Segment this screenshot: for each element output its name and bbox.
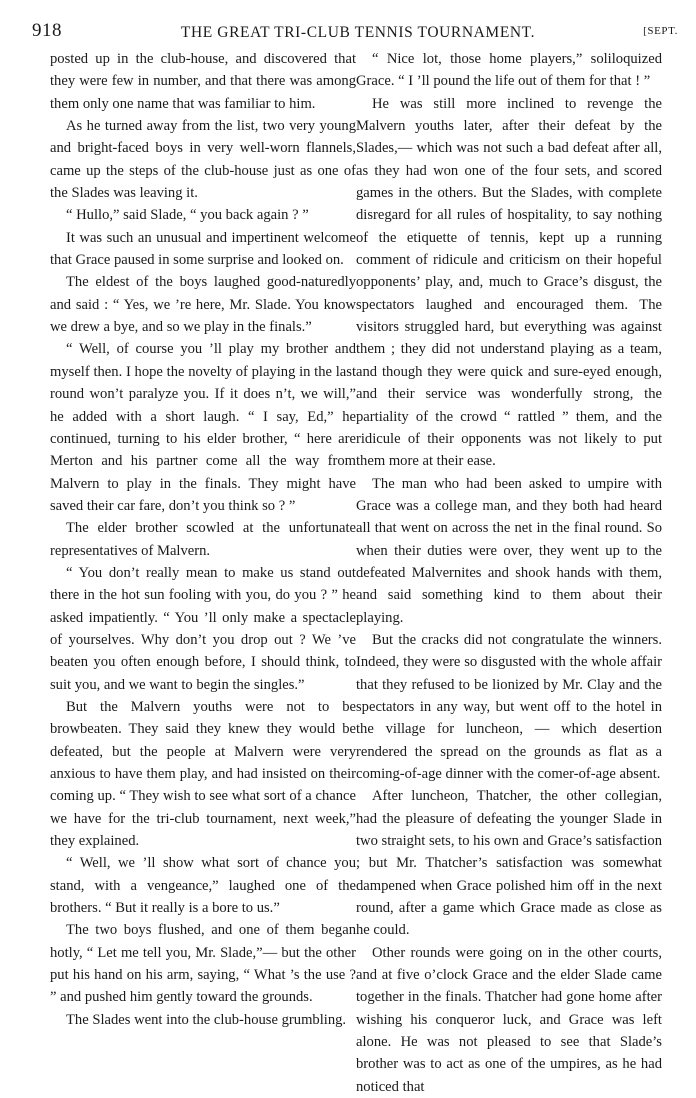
paragraph: “ Well, we ’ll show what sort of chance you stand, with a vengeance,” laughed one of the brothers. “ But it really is a bore to us.” xyxy=(50,855,356,917)
left-column xyxy=(50,48,356,1031)
paragraph: “ You don’t really mean to make us stand out there in the hot sun fooling with you, do you ? ” he asked impatiently. “ You ’ll only make a spectacle of yourselves. Why don’t you drop out ? We ’ve beaten you often enough before, I should think, to suit you, and we want to begin the singles.” xyxy=(50,564,356,693)
paragraph: “ Nice lot, those home players,” soliloquized Grace. “ I ’ll pound the life out of them for that ! ” xyxy=(356,51,662,90)
paragraph: It was such an unusual and impertinent welcome that Grace paused in some surprise and looked on. xyxy=(50,229,356,269)
page-header xyxy=(22,20,678,44)
right-column xyxy=(356,48,662,1098)
paragraph: The Slades went into the club-house grumbling. xyxy=(66,1011,347,1028)
paragraph: The eldest of the boys laughed good-naturedly and said : “ Yes, we ’re here, Mr. Slade. You know we drew a bye, and so we play in the finals.” xyxy=(50,274,356,336)
section-mark: [SEPT. xyxy=(643,25,678,37)
paragraph: The man who had been asked to umpire with Grace was a college man, and they both had heard all that went on across the net in the final round. So when their duties were over, they went up to the defeated Malvernites and shook hands with them, and said something kind to them about their playing. xyxy=(356,475,662,626)
paragraph: But the cracks did not congratulate the winners. Indeed, they were so disgusted with the whole affair that they refused to be lionized by Mr. Clay and the spectators in any way, but went off to the hotel in the village for luncheon, — which desertion rendered the spread on the grounds as flat as a coming-of-age dinner with the comer-of-age absent. xyxy=(356,631,662,782)
paragraph: But the Malvern youths were not to be browbeaten. They said they knew they would be defeated, but the people at Malvern were very anxious to have them play, and had insisted on their coming up. “ They wish to see what sort of a chance we have for the tri-club tournament, next week,” they explained. xyxy=(50,698,356,850)
paragraph: “ Well, of course you ’ll play my brother and myself then. I hope the novelty of playing in the last round won’t paralyze you. If it does n’t, we will,” he added with a short laugh. “ I say, Ed,” he continued, turning to his elder brother, “ here are Merton and his partner come all the way from Malvern to play in the finals. They might have saved their car fare, don’t you think so ? ” xyxy=(50,341,356,514)
paragraph: The elder brother scowled at the unfortunate representatives of Malvern. xyxy=(50,520,356,559)
paragraph: “ Hullo,” said Slade, “ you back again ? ” xyxy=(66,207,309,224)
paragraph: As he turned away from the list, two very young and bright-faced boys in very well-worn flannels, came up the steps of the club-house just as one of the Slades was leaving it. xyxy=(50,118,356,202)
paragraph: posted up in the club-house, and discovered that they were few in number, and that there was among them only one name that was familiar to him. xyxy=(50,51,356,112)
paragraph: He was still more inclined to revenge the Malvern youths later, after their defeat by the Slades,— which was not such a bad defeat after all, as they had won one of the four sets, and scored games in the others. But the Slades, with complete disregard for all rules of hospitality, to say nothing of the etiquette of tennis, kept up a running comment of ridicule and criticism on their hopeful opponents’ play, and, much to Grace’s disgust, the spectators laughed and encouraged them. The visitors struggled hard, but everything was against them ; they did not understand playing as a team, and though they were quick and sure-eyed enough, and their service was wonderfully strong, the partiality of the crowd “ rattled ” them, and the ridicule of their opponents was not likely to put them more at their ease. xyxy=(356,95,662,470)
paragraph: The two boys flushed, and one of them began hotly, “ Let me tell you, Mr. Slade,”— but the other put his hand on his arm, saying, “ What ’s the use ? ” and pushed him gently toward the grounds. xyxy=(50,922,356,1006)
running-title: THE GREAT TRI-CLUB TENNIS TOURNAMENT. xyxy=(180,24,536,41)
paragraph: Other rounds were going on in the other courts, and at five o’clock Grace and the elder Slade came together in the finals. Thatcher had gone home after wishing his conqueror luck, and Grace was left alone. He was not pleased to see that Slade’s brother was to act as one of the umpires, as he had noticed that xyxy=(356,944,662,1095)
paragraph: After luncheon, Thatcher, the other collegian, had the pleasure of defeating the younger Slade in two straight sets, to his own and Grace’s satisfaction ; but Mr. Thatcher’s satisfaction was somewhat dampened when Grace polished him off in the next round, after a game which Grace made as close as he could. xyxy=(356,788,663,939)
page-number: 918 xyxy=(32,20,62,41)
